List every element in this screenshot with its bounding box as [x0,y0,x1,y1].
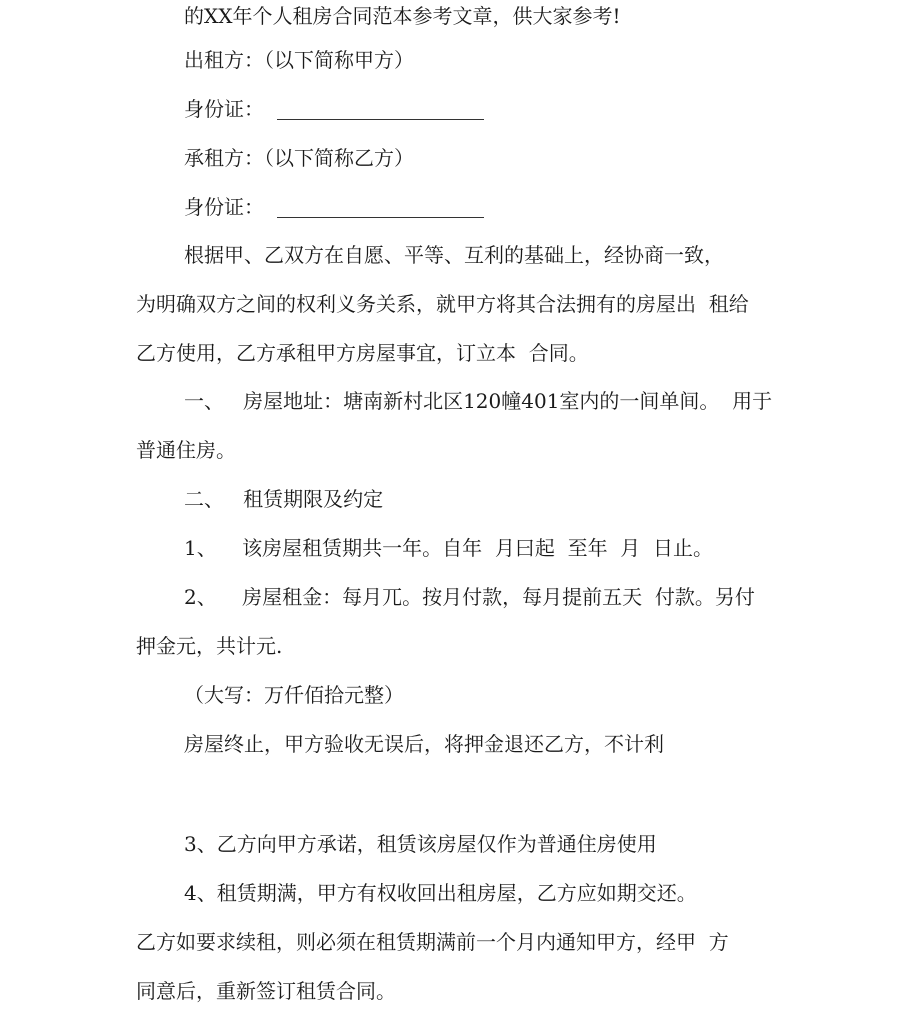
lessor-id-label: 身份证： [184,97,264,121]
lessor-id-blank[interactable] [277,119,484,120]
preamble-line-3: 乙方使用，乙方承租甲方房屋事宜，订立本 合同。 [136,341,589,365]
lessee-line: 承租方：（以下简称乙方） [184,146,414,170]
item1-line: 1、 该房屋租赁期共一年。自年 月曰起 至年 月 日止。 [184,536,714,560]
clause1-line-2: 普通住房。 [136,438,236,462]
item2-line-1: 2、 房屋租金：每月兀。按月付款，每月提前五天 付款。另付 [184,585,755,609]
preamble-line-2: 为明确双方之间的权利义务关系，就甲方将其合法拥有的房屋出 租给 [136,292,749,316]
clause2-title: 二、 租赁期限及约定 [184,487,384,511]
item2-note: 房屋终止，甲方验收无误后，将押金退还乙方，不计利 [184,732,664,756]
item2-line-2: 押金元，共计元. [136,634,283,658]
renewal-line-2: 同意后，重新签订租赁合同。 [136,979,396,1003]
lessor-line: 出租方：（以下简称甲方） [184,48,414,72]
item4-line: 4、租赁期满，甲方有权收回出租房屋，乙方应如期交还。 [184,881,697,905]
preamble-line-1: 根据甲、乙双方在自愿、平等、互利的基础上，经协商一致， [184,243,724,267]
renewal-line-1: 乙方如要求续租，则必须在租赁期满前一个月内通知甲方，经甲 方 [136,930,729,954]
item2-capital: （大写：万仟佰拾元整） [184,683,404,707]
lessee-id-blank[interactable] [277,217,484,218]
lessee-id-label: 身份证： [184,195,264,219]
intro-line: 的XX年个人租房合同范本参考文章，供大家参考! [184,4,621,28]
clause1-line-1: 一、 房屋地址：塘南新村北区120幢401室内的一间单间。 用于 [184,389,773,413]
item3-line: 3、乙方向甲方承诺，租赁该房屋仅作为普通住房使用 [184,832,657,856]
